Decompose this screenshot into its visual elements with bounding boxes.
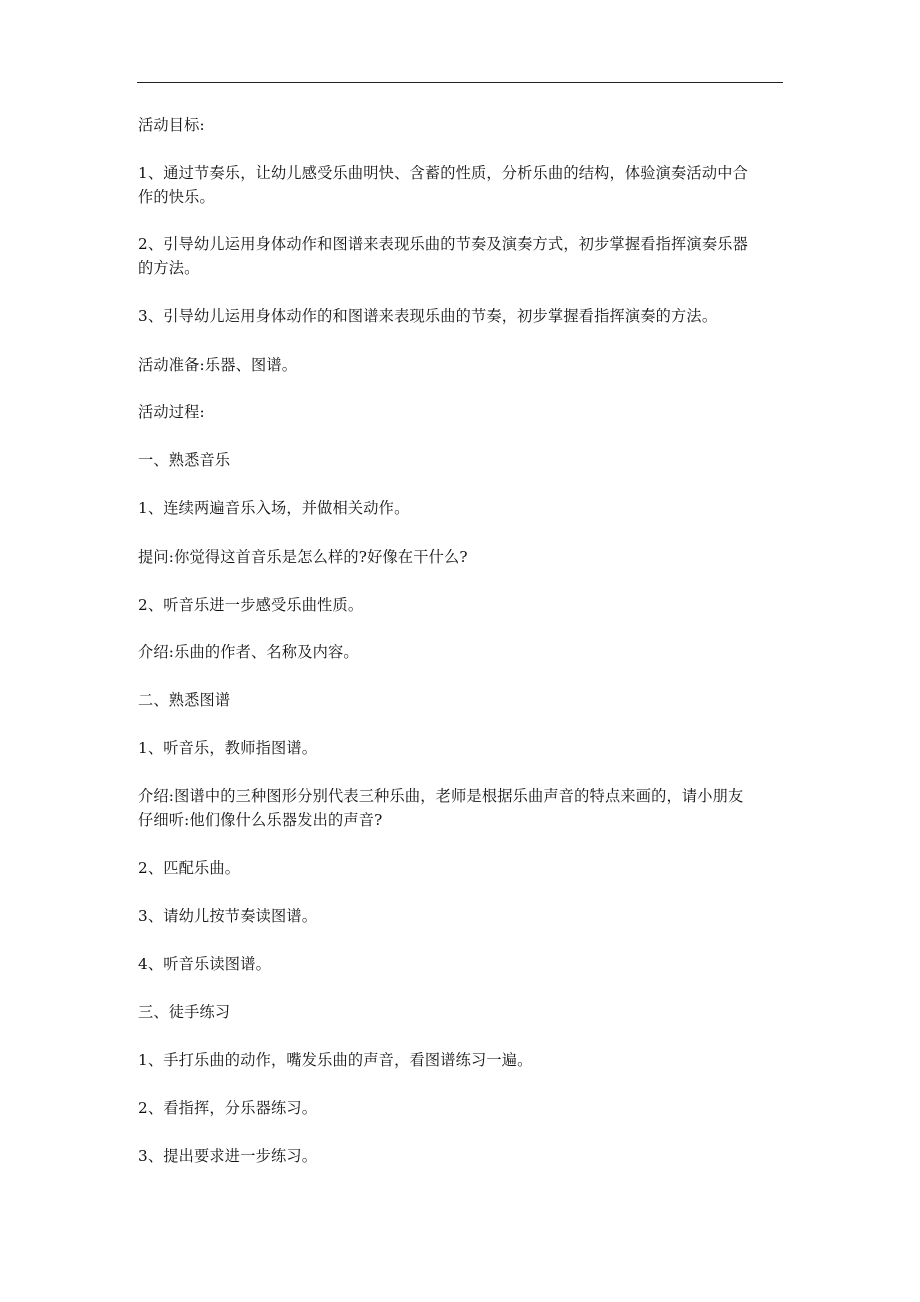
section-heading-goals: 活动目标:: [138, 116, 205, 134]
part-2-step-1: 1、听音乐，教师指图谱。: [138, 739, 318, 757]
part-2-step-4: 4、听音乐读图谱。: [138, 955, 271, 973]
section-heading-process: 活动过程:: [138, 403, 205, 421]
part-3-heading: 三、徒手练习: [138, 1003, 231, 1021]
goal-2-line-2: 的方法。: [138, 259, 200, 277]
part-2-introduction-line-1: 介绍:图谱中的三种图形分别代表三种乐曲，老师是根据乐曲声音的特点来画的，请小朋友: [138, 787, 744, 805]
part-3-step-1: 1、手打乐曲的动作，嘴发乐曲的声音，看图谱练习一遍。: [138, 1051, 533, 1069]
goal-2-line-1: 2、引导幼儿运用身体动作和图谱来表现乐曲的节奏及演奏方式，初步掌握看指挥演奏乐器: [138, 235, 748, 253]
part-1-step-1: 1、连续两遍音乐入场，并做相关动作。: [138, 499, 410, 517]
part-1-introduction: 介绍:乐曲的作者、名称及内容。: [138, 643, 359, 661]
goal-1-line-1: 1、通过节奏乐，让幼儿感受乐曲明快、含蓄的性质，分析乐曲的结构，体验演奏活动中合: [138, 164, 748, 182]
part-1-question: 提问:你觉得这首音乐是怎么样的?好像在干什么?: [138, 548, 468, 566]
part-2-step-2: 2、匹配乐曲。: [138, 859, 241, 877]
part-1-heading: 一、熟悉音乐: [138, 451, 231, 469]
part-1-step-2: 2、听音乐进一步感受乐曲性质。: [138, 596, 364, 614]
part-2-step-3: 3、请幼儿按节奏读图谱。: [138, 907, 318, 925]
header-divider: [137, 82, 783, 83]
part-3-step-2: 2、看指挥，分乐器练习。: [138, 1099, 318, 1117]
part-3-step-3: 3、提出要求进一步练习。: [138, 1147, 318, 1165]
preparation: 活动准备:乐器、图谱。: [138, 356, 298, 374]
part-2-heading: 二、熟悉图谱: [138, 691, 231, 709]
part-2-introduction-line-2: 仔细听:他们像什么乐器发出的声音?: [138, 811, 383, 829]
goal-3: 3、引导幼儿运用身体动作的和图谱来表现乐曲的节奏，初步掌握看指挥演奏的方法。: [138, 307, 718, 325]
goal-1-line-2: 作的快乐。: [138, 188, 215, 206]
